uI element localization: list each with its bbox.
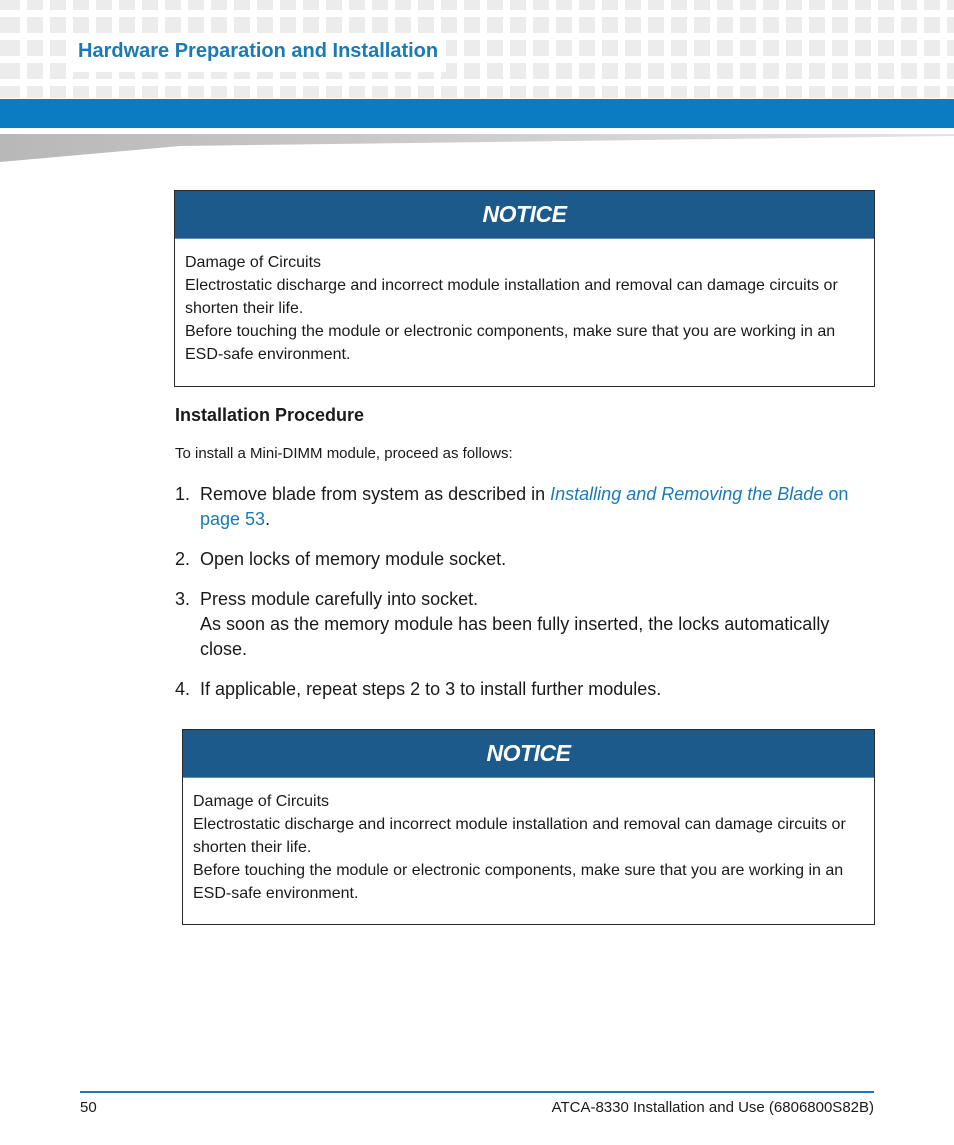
step-text: If applicable, repeat steps 2 to 3 to install further modules. bbox=[200, 679, 662, 699]
notice-heading: Damage of Circuits bbox=[193, 793, 330, 810]
step-text-part: Remove blade from system as described in bbox=[200, 484, 551, 504]
notice-body bbox=[183, 778, 874, 905]
document-title: ATCA-8330 Installation and Use (6806800S82B) bbox=[551, 1099, 874, 1116]
list-item bbox=[175, 482, 865, 532]
step-number: 3. bbox=[175, 589, 191, 609]
list-item bbox=[175, 587, 865, 662]
step-number: 1. bbox=[175, 484, 191, 504]
list-item bbox=[175, 677, 865, 702]
step-text bbox=[200, 587, 865, 662]
step-number: 2. bbox=[175, 549, 191, 569]
notice-box-top bbox=[174, 190, 875, 387]
notice-header: NOTICE bbox=[183, 730, 874, 778]
notice-header: NOTICE bbox=[175, 191, 874, 239]
notice-text: Electrostatic discharge and incorrect module installation and removal can damage circuits or shorten their life. bbox=[193, 816, 846, 856]
footer-rule bbox=[80, 1091, 874, 1093]
notice-text: Electrostatic discharge and incorrect module installation and removal can damage circuits or shorten their life. bbox=[185, 277, 838, 317]
link-title: Installing and Removing the Blade bbox=[550, 484, 824, 504]
step-text bbox=[200, 482, 865, 532]
step-text-line: As soon as the memory module has been fully inserted, the locks automatically close. bbox=[200, 614, 830, 659]
list-item bbox=[175, 547, 865, 572]
header-pattern bbox=[0, 0, 954, 98]
header-gray-swoosh bbox=[0, 130, 954, 164]
notice-heading: Damage of Circuits bbox=[185, 254, 322, 271]
procedure-steps bbox=[175, 482, 865, 717]
notice-text: Before touching the module or electronic components, make sure that you are working in an ESD-safe environment. bbox=[185, 323, 836, 363]
link-page: on page 53 bbox=[200, 484, 849, 529]
intro-text: To install a Mini-DIMM module, proceed as follows: bbox=[175, 445, 513, 462]
notice-body bbox=[175, 239, 874, 366]
step-text-part: . bbox=[265, 509, 271, 529]
header-blue-band bbox=[0, 99, 954, 128]
notice-text: Before touching the module or electronic components, make sure that you are working in an ESD-safe environment. bbox=[193, 862, 844, 902]
section-title: Installation Procedure bbox=[175, 405, 365, 425]
step-text-line: Press module carefully into socket. bbox=[200, 589, 479, 609]
notice-box-bottom bbox=[182, 729, 875, 925]
page-number: 50 bbox=[80, 1099, 97, 1116]
step-text: Open locks of memory module socket. bbox=[200, 549, 507, 569]
chapter-title: Hardware Preparation and Installation bbox=[70, 38, 446, 72]
step-number: 4. bbox=[175, 679, 191, 699]
